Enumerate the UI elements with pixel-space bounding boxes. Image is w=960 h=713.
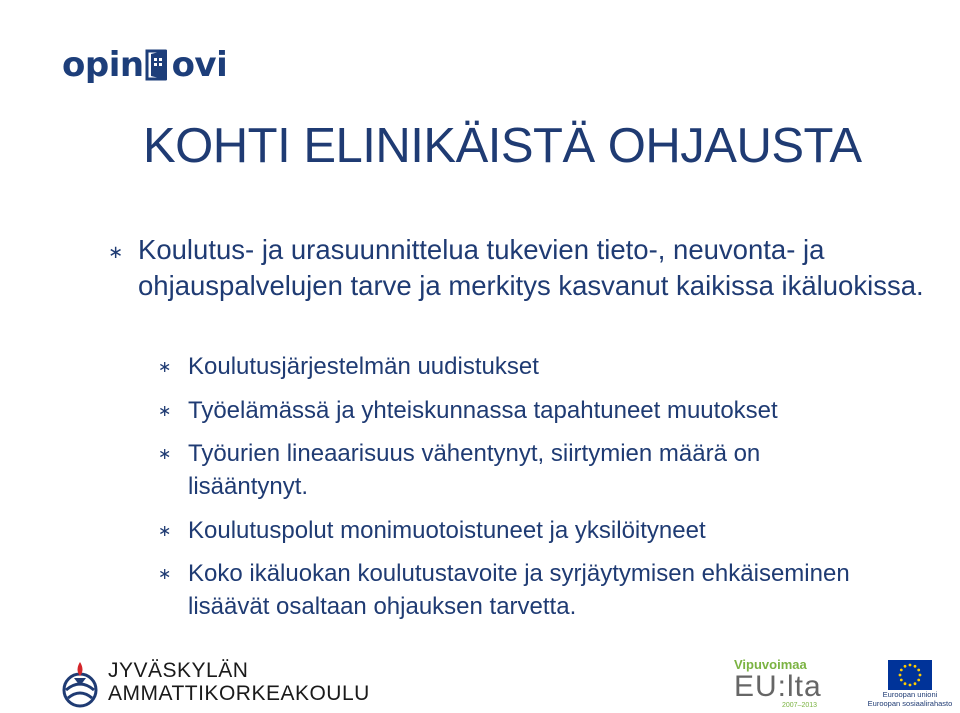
bullet-star-icon: ∗	[158, 566, 172, 583]
logo-text-start: opin	[62, 45, 144, 85]
jamk-name-line1: JYVÄSKYLÄN	[108, 659, 249, 682]
jamk-logo	[60, 660, 370, 708]
bullet-star-icon: ∗	[158, 523, 172, 540]
vipuvoimaa-years: 2007–2013	[782, 702, 818, 709]
logo-text-end: ovi	[171, 45, 228, 85]
bullet-text: Työelämässä ja yhteiskunnassa tapahtuneet muutokset	[188, 397, 778, 424]
sub-bullet-item	[158, 557, 878, 623]
bullet-star-icon: ∗	[158, 403, 172, 420]
opinovi-logo	[62, 45, 228, 85]
bullet-star-icon: ∗	[158, 446, 172, 463]
esr-label: Euroopan sosiaalirahasto	[867, 699, 953, 708]
sub-bullet-item	[158, 514, 878, 547]
bullet-text: Koulutusjärjestelmän uudistukset	[188, 353, 539, 380]
eu-label: Euroopan unioni	[882, 690, 938, 699]
sub-bullet-item	[158, 437, 878, 503]
sub-bullet-item	[158, 350, 878, 383]
bullet-text: Koko ikäluokan koulutustavoite ja syrjäytymisen ehkäiseminen lisäävät osaltaan ohjauksen tarvetta.	[188, 560, 850, 620]
vipuvoimaa-label: Vipuvoimaa	[734, 657, 807, 672]
sub-bullet-item	[158, 394, 878, 427]
bullet-text: Koulutuspolut monimuotoistuneet ja yksilöityneet	[188, 517, 706, 544]
eu-logo	[862, 660, 958, 708]
door-icon	[145, 49, 171, 81]
bullet-star-icon: ∗	[108, 242, 124, 262]
eu-flag-icon	[888, 660, 932, 690]
eulta-label: EU:lta	[734, 670, 822, 703]
bullet-star-icon: ∗	[158, 359, 172, 376]
footer	[0, 652, 960, 713]
bullet-text: Koulutus- ja urasuunnittelua tukevien tieto-, neuvonta- ja ohjauspalvelujen tarve ja merkitys kasvanut kaikissa ikäluokissa.	[138, 234, 924, 301]
vipuvoimaa-logo	[734, 658, 844, 710]
bullet-text: Työurien lineaarisuus vähentynyt, siirtymien määrä on lisääntynyt.	[188, 440, 761, 500]
jamk-emblem-icon	[60, 660, 100, 708]
page-title: KOHTI ELINIKÄISTÄ OHJAUSTA	[143, 119, 862, 173]
jamk-name-line2: AMMATTIKORKEAKOULU	[108, 682, 370, 705]
bullet-item	[108, 232, 928, 304]
